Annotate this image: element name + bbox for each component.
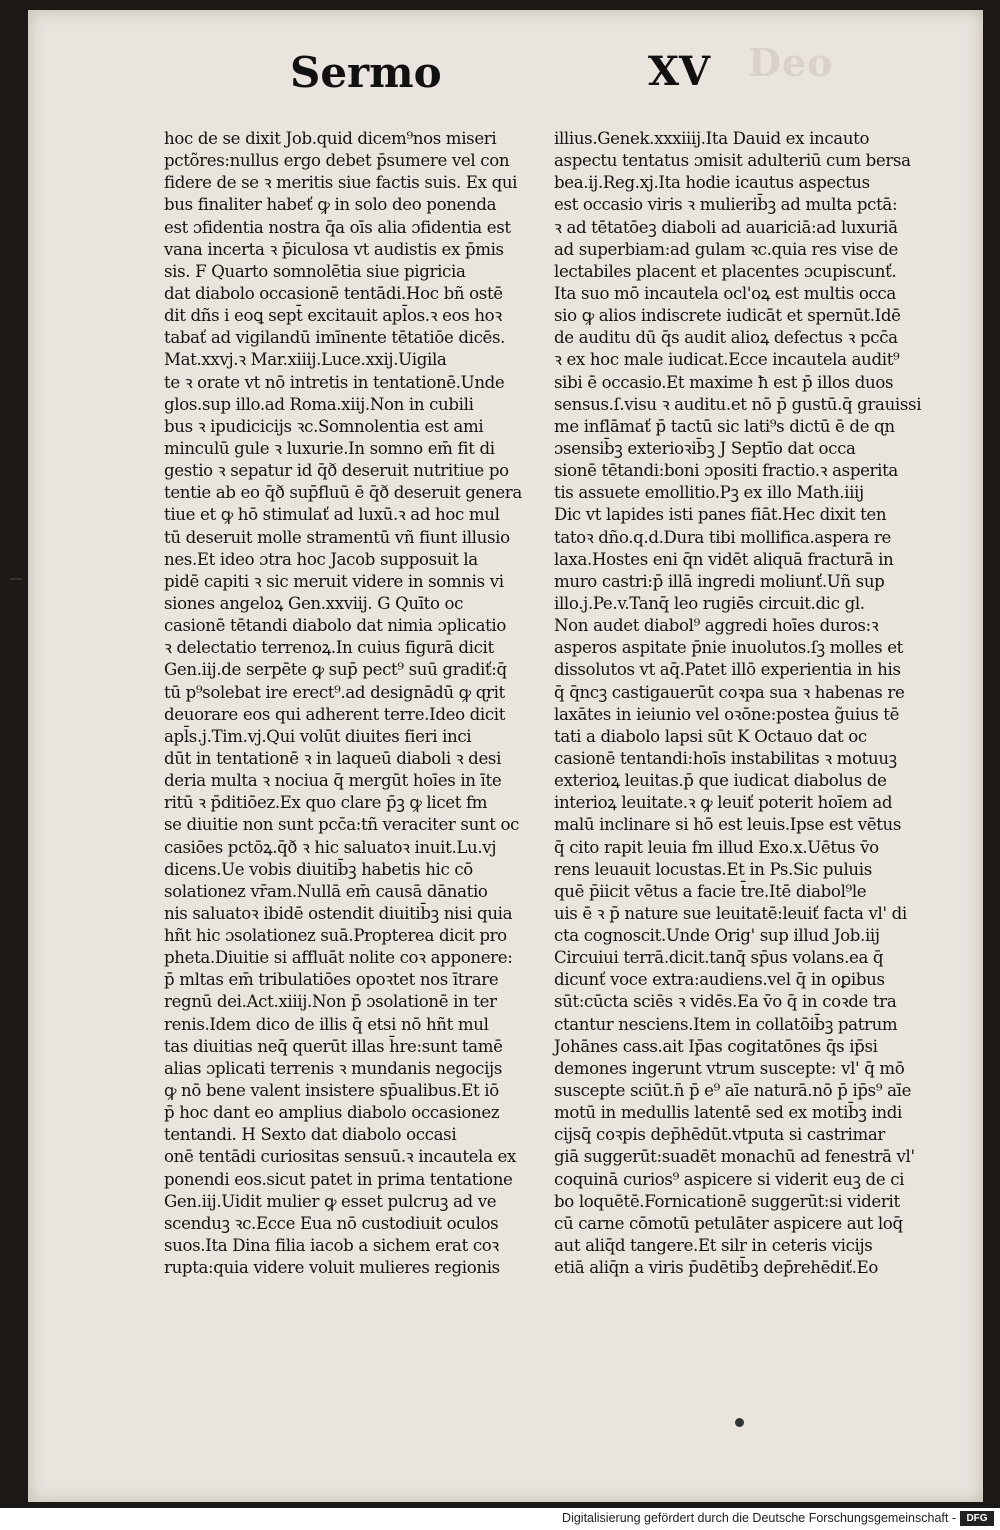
text-line: aspectu tentatus ɔmisit adulteriū cum bersa <box>554 151 911 171</box>
text-line: p̄ mltas em̄ tribulatiōes opoꝛtet nos ītrare <box>164 970 499 990</box>
text-line: tentie ab eo q̄ð sup̄fluū ē q̄ð deseruit genera <box>164 483 522 503</box>
text-line: ctantur nesciens.Item in collatōib̄ꝫ patrum <box>554 1014 898 1034</box>
text-line: tū p⁹solebat ire erect⁹.ad designādū ꝙ ɋrit <box>164 682 505 702</box>
text-line: casionē tentandi:hoīs instabilitas ꝛ motuuꝫ <box>554 748 897 768</box>
text-line: Non audet diabol⁹ aggredi hoīes duros:ꝛ <box>554 616 879 636</box>
text-line: Ita suo mō incautela ocl'oꝝ est multis occa <box>554 283 896 303</box>
text-line: muro castri:p̄ illā ingredi moliunť.Uñ sup <box>554 571 885 591</box>
text-line: tentandi. H Sexto dat diabolo occasi <box>164 1125 457 1145</box>
funding-credit: Digitalisierung gefördert durch die Deutsche Forschungsgemeinschaft - <box>562 1511 956 1525</box>
text-line: giā suggerūt:suadēt monachū ad fenestrā vl' <box>554 1147 915 1167</box>
text-line: fidere de se ꝛ meritis siue factis suis. Ex qui <box>164 173 518 193</box>
left-text-column <box>164 128 544 1279</box>
page-title: Sermo <box>290 48 442 97</box>
text-line: sūt:cūcta sciēs ꝛ vidēs.Ea v̄o q̄ in coꝛde tra <box>554 992 897 1012</box>
text-line: suscepte sciūt.n̄ p̄ e⁹ aīe naturā.nō p̄ ip̄s⁹ aīe <box>554 1081 912 1101</box>
text-line: Dic vt lapides isti panes fiāt.Hec dixit ten <box>554 505 887 525</box>
text-line: pheta.Diuitie si affluāt nolite coꝛ apponere: <box>164 948 513 968</box>
text-line: illius.Genek.xxxiiij.Ita Dauid ex incauto <box>554 129 870 148</box>
text-line: ꝛ ad tētatōeꝫ diaboli ad auariciā:ad luxuriā <box>554 217 898 237</box>
text-line: bus finaliter habeť ꝙ in solo deo ponenda <box>164 195 497 215</box>
text-line: sibi ē occasio.Et maxime ħ est p̄ illos duos <box>554 372 894 392</box>
text-line: regnū dei.Act.xiiij.Non p̄ ɔsolationē in ter <box>164 992 497 1012</box>
text-line: q̄ cito rapit leuia fm illud Exo.x.Uētus v̄o <box>554 837 879 857</box>
text-line: bea.ij.Reg.xj.Ita hodie icautus aspectus <box>554 173 870 193</box>
text-line: tati a diabolo lapsi sūt K Octauo dat oc <box>554 726 867 746</box>
text-line: Johānes cass.ait Ip̄as cogitatōnes q̄s ip̄si <box>554 1036 878 1056</box>
text-line: sio ꝙ alios indiscrete iudicāt et spernūt.Idē <box>554 306 901 326</box>
dfg-logo: DFG <box>960 1511 994 1526</box>
text-line: casiōes pctōꝝ.q̄ð ꝛ hic saluatoꝛ inuit.Lu.vj <box>164 837 497 857</box>
text-line: se diuitie non sunt pcc̄a:tñ veraciter sunt oc <box>164 815 520 835</box>
text-line: tū deseruit molle stramentū vñ fiunt illusio <box>164 527 510 547</box>
text-line: uis ē ꝛ p̄ nature sue leuitatē:leuiť facta vl' di <box>554 903 907 923</box>
text-line: apl̄s.j.Tim.vj.Qui volūt diuites fieri inci <box>164 726 472 746</box>
bleed-through-text: Deo <box>748 40 834 85</box>
text-line: est occasio viris ꝛ mulierib̄ꝫ ad multa pctā: <box>554 195 898 215</box>
text-line: glos.sup illo.ad Roma.xiij.Non in cubili <box>164 394 474 414</box>
text-line: laxātes in ieiunio vel oꝛōne:postea g̃uius tē <box>554 704 900 724</box>
text-line: p̄ hoc dant eo amplius diabolo occasionez <box>164 1103 500 1123</box>
text-line: interioꝝ leuitate.ꝛ ꝙ leuiť poterit hoīem ad <box>554 793 893 813</box>
text-line: ꝛ ex hoc male iudicat.Ecce incautela audit⁹ <box>554 350 900 370</box>
text-line: est ɔfidentia nostra q̄a oīs alia ɔfidentia est <box>164 217 511 237</box>
text-line: Mat.xxvj.ꝛ Mar.xiiij.Luce.xxij.Uigila <box>164 350 447 370</box>
text-line: cta cognoscit.Unde Orig' sup illud Job.iij <box>554 926 880 946</box>
text-line: laxa.Hostes eni q̄n vidēt aliquā fracturā in <box>554 549 894 569</box>
text-line: renis.Idem dico de illis q̄ etsi nō hñt mul <box>164 1014 489 1034</box>
text-line: motū in medullis latentē sed ex motib̄ꝫ indi <box>554 1103 902 1123</box>
text-line: tiue et ꝙ hō stimulať ad luxū.ꝛ ad hoc mul <box>164 505 500 525</box>
text-line: dit dñs i eoꝗ sept̄ excitauit apl̄os.ꝛ eos hoꝛ <box>164 306 502 326</box>
text-line: scenduꝫ ꝛc.Ecce Eua nō custodiuit oculos <box>164 1213 499 1233</box>
text-line: ꝙ nō bene valent insistere sp̄ualibus.Et iō <box>164 1081 499 1101</box>
text-line: sensus.ſ.visu ꝛ auditu.et nō p̄ gustū.q̄ grauissi <box>554 394 922 414</box>
text-line: ponendi eos.sicut patet in prima tentatione <box>164 1169 513 1189</box>
running-head <box>28 48 983 108</box>
text-line: dat diabolo occasionē tentādi.Hoc bñ ostē <box>164 283 503 303</box>
text-line: illo.j.Pe.v.Tanq̄ leo rugiēs circuit.dic gl. <box>554 593 865 613</box>
text-line: suos.Ita Dina filia iacob a sichem erat coꝛ <box>164 1236 499 1256</box>
text-line: gestio ꝛ sepatur id q̄ð deseruit nutritiue po <box>164 461 509 481</box>
folio-number: XV <box>648 48 711 95</box>
right-text-column <box>554 128 954 1279</box>
text-line: dissolutos vt aq̄.Patet illō experientia in his <box>554 660 901 680</box>
text-line: ritū ꝛ p̄ditiōez.Ex quo clare p̄ꝫ ꝙ licet fm <box>164 793 488 813</box>
text-line: tabať ad vigilandū imīnente tētatiōe dicēs. <box>164 328 506 348</box>
text-line: casionē tētandi diabolo dat nimia ɔplicatio <box>164 616 507 636</box>
text-line: hoc de se dixit Job.quid dicem⁹nos miseri <box>164 129 497 148</box>
text-line: ꝛ delectatio terrenoꝝ.In cuius figurā dicit <box>164 638 494 658</box>
text-line: nes.Et ideo ɔtra hoc Jacob supposuit la <box>164 549 478 569</box>
margin-tick <box>10 578 22 580</box>
text-line: vana incerta ꝛ p̄iculosa vt audistis ex p̄mis <box>164 239 504 259</box>
text-line: de auditu dū q̄s audit alioꝝ defectus ꝛ pcc̄a <box>554 328 898 348</box>
text-line: sionē tētandi:boni ɔpositi fractio.ꝛ asperita <box>554 461 898 481</box>
text-line: quē p̄iicit vētus a facie t̄re.Itē diabol⁹le <box>554 881 867 901</box>
text-line: minculū gule ꝛ luxurie.In somno em̄ fit di <box>164 438 495 458</box>
text-line: siones angeloꝝ Gen.xxviij. G Quīto oc <box>164 593 464 613</box>
text-line: bus ꝛ ipudicicijs ꝛc.Somnolentia est ami <box>164 416 484 436</box>
text-line: Gen.iij.Uidit mulier ꝙ esset pulcruꝫ ad ve <box>164 1191 497 1211</box>
text-line: Circuiui terrā.dicit.tanq̄ sp̄us volans.ea q̄ <box>554 948 884 968</box>
text-line: aut aliq̄d tangere.Et silr in ceteris vicijs <box>554 1236 873 1256</box>
text-line: pidē capiti ꝛ sic meruit videre in somnis vi <box>164 571 504 591</box>
text-line: Gen.iij.de serpēte ꝙ sup̄ pect⁹ suū gradiť:q̄ <box>164 660 507 680</box>
text-line: demones ingerunt vtrum suscepte: vl' q̄ mō <box>554 1058 905 1078</box>
text-line: malū inclinare si hō est leuis.Ipse est vētus <box>554 815 902 835</box>
footer-bar <box>0 1508 1000 1530</box>
text-line: ad superbiam:ad gulam ꝛc.quia res vise de <box>554 239 898 259</box>
ink-dot <box>735 1418 744 1427</box>
book-page <box>28 10 983 1502</box>
text-line: ɔsensib̄ꝫ exterioꝛib̄ꝫ J Septīo dat occa <box>554 438 856 458</box>
text-line: dicunť voce extra:audiens.vel q̄ in oꝑibus <box>554 970 885 990</box>
text-line: tas diuitias neq̄ querūt illas h̄re:sunt tamē <box>164 1036 503 1056</box>
text-line: deuorare eos qui adherent terre.Ideo dicit <box>164 704 506 724</box>
text-line: tatoꝛ dño.q.d.Dura tibi mollifica.aspera re <box>554 527 891 547</box>
text-line: alias ɔplicati terrenis ꝛ mundanis negocijs <box>164 1058 502 1078</box>
text-line: lectabiles placent et placentes ɔcupiscunť. <box>554 261 897 281</box>
text-line: te ꝛ orate vt nō intretis in tentationē.Unde <box>164 372 505 392</box>
text-line: pctõres:nullus ergo debet p̄sumere vel con <box>164 151 510 171</box>
text-line: bo loquētē.Fornicationē suggerūt:si viderit <box>554 1191 900 1211</box>
text-line: tis assuete emollitio.Pꝫ ex illo Math.iiij <box>554 483 864 503</box>
text-line: hñt hic ɔsolationez suā.Propterea dicit pro <box>164 926 507 946</box>
text-line: rupta:quia videre voluit mulieres regionis <box>164 1258 500 1278</box>
text-line: exterioꝝ leuitas.p̄ que iudicat diabolus de <box>554 771 887 791</box>
text-line: deria multa ꝛ nociua q̄ mergūt hoīes in īte <box>164 771 502 791</box>
text-line: cijsq̄ coꝛpis dep̄hēdūt.vtputa si castrimar <box>554 1125 885 1145</box>
text-line: etiā aliq̄n a viris p̄udētib̄ꝫ dep̄rehēdiť.Eo <box>554 1258 878 1278</box>
text-line: solationez vr̄am.Nullā em̄ causā dānatio <box>164 881 488 901</box>
text-line: dicens.Ue vobis diuitib̄ꝫ habetis hic cō <box>164 859 473 879</box>
text-line: coquinā curios⁹ aspicere si viderit euꝫ de ci <box>554 1169 905 1189</box>
text-line: onē tentādi curiositas sensuū.ꝛ incautela ex <box>164 1147 517 1167</box>
text-line: nis saluatoꝛ ibidē ostendit diuitib̄ꝫ nisi quia <box>164 903 513 923</box>
text-line: rens leuauit locustas.Et in Ps.Sic puluis <box>554 859 872 879</box>
text-line: dūt in tentationē ꝛ in laqueū diaboli ꝛ desi <box>164 748 502 768</box>
text-line: sis. F Quarto somnolētia siue pigricia <box>164 261 466 281</box>
text-line: me inflāmať p̄ tactū sic lati⁹s dictū ē de ɋn <box>554 416 895 436</box>
text-line: q̄ q̄ncꝫ castigauerūt coꝛpa sua ꝛ habenas re <box>554 682 905 702</box>
text-line: asperos aspitate p̄nie inuolutos.ſꝫ molles et <box>554 638 903 658</box>
text-line: cū carne cōmotū petulāter aspicere aut loq̄ <box>554 1213 903 1233</box>
